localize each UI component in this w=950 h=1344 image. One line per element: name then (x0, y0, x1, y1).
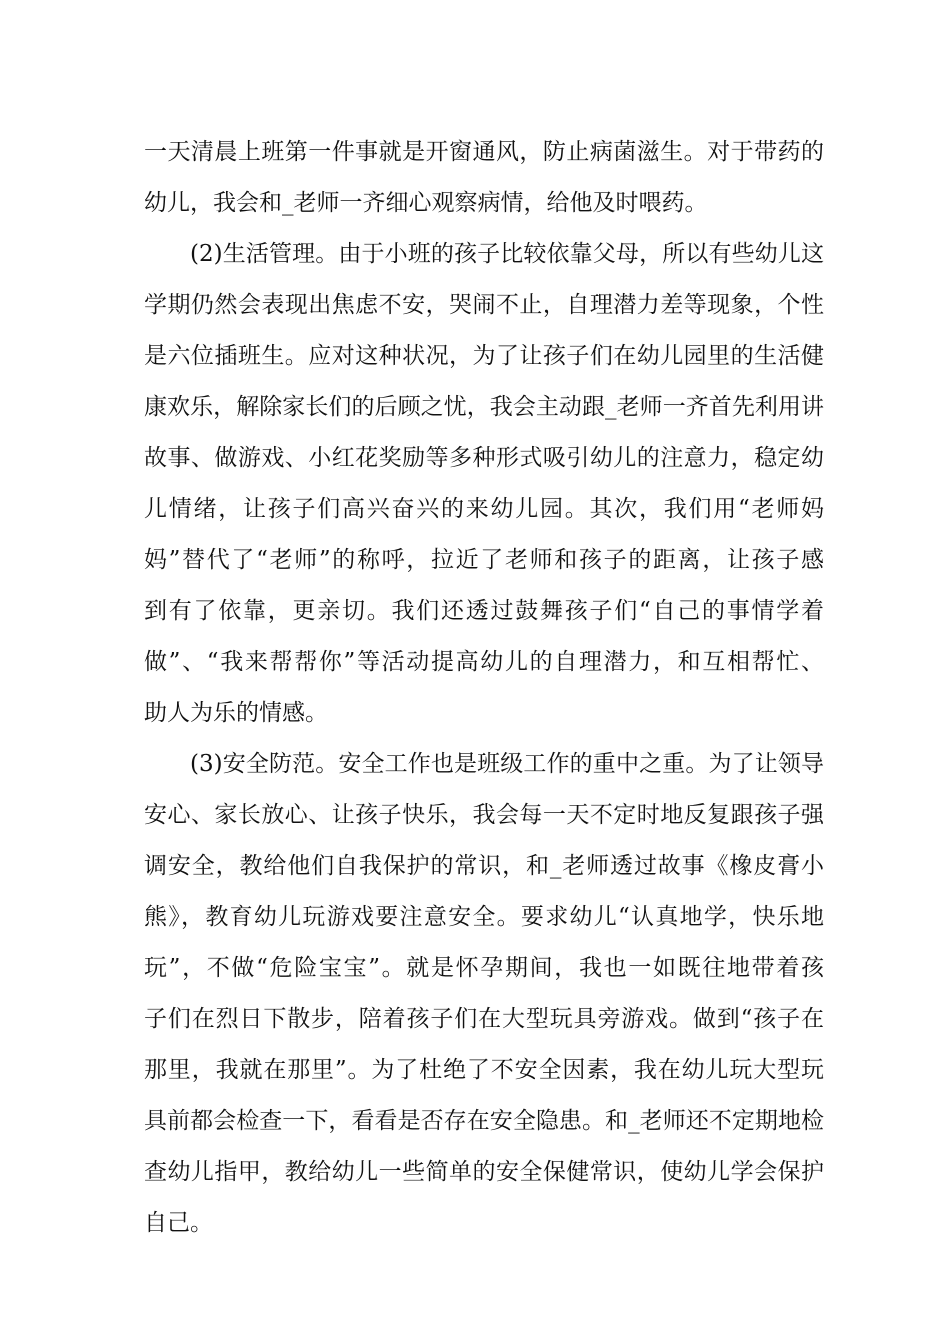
text-line: 一天清晨上班第一件事就是开窗通风，防止病菌滋生。对于带药的 (144, 139, 824, 165)
paragraph-2-first-line: (2)生活管理。由于小班的孩子比较依靠父母，所以有些幼儿这 (190, 241, 824, 267)
text-line: 幼儿，我会和_老师一齐细心观察病情，给他及时喂药。 (144, 190, 708, 216)
text-line: 安心、家长放心、让孩子快乐，我会每一天不定时地反复跟孩子强 (144, 802, 824, 828)
text-line: 那里，我就在那里”。为了杜绝了不安全因素，我在幼儿玩大型玩 (144, 1057, 824, 1083)
paragraph-3-first-line: (3)安全防范。安全工作也是班级工作的重中之重。为了让领导 (190, 751, 824, 777)
text-line: 具前都会检查一下，看看是否存在安全隐患。和_老师还不定期地检 (144, 1108, 824, 1134)
text-line: 故事、做游戏、小红花奖励等多种形式吸引幼儿的注意力，稳定幼 (144, 445, 824, 471)
text-line: 是六位插班生。应对这种状况，为了让孩子们在幼儿园里的生活健 (144, 343, 824, 369)
text-line: 调安全，教给他们自我保护的常识，和_老师透过故事《橡皮膏小 (144, 853, 824, 879)
text-line: 玩”，不做“危险宝宝”。就是怀孕期间，我也一如既往地带着孩 (144, 955, 824, 981)
text-line: 做”、“我来帮帮你”等活动提高幼儿的自理潜力，和互相帮忙、 (144, 649, 824, 675)
text-line: 学期仍然会表现出焦虑不安，哭闹不止，自理潜力差等现象，个性 (144, 292, 824, 318)
text-line: 子们在烈日下散步，陪着孩子们在大型玩具旁游戏。做到“孩子在 (144, 1006, 824, 1032)
text-line: 助人为乐的情感。 (144, 700, 328, 726)
text-line: 儿情绪，让孩子们高兴奋兴的来幼儿园。其次，我们用“老师妈 (144, 496, 824, 522)
text-line: 自己。 (144, 1210, 213, 1236)
text-line: 康欢乐，解除家长们的后顾之忧，我会主动跟_老师一齐首先利用讲 (144, 394, 824, 420)
text-line: 熊》，教育幼儿玩游戏要注意安全。要求幼儿“认真地学，快乐地 (144, 904, 824, 930)
text-line: 查幼儿指甲，教给幼儿一些简单的安全保健常识，使幼儿学会保护 (144, 1159, 824, 1185)
text-line: 到有了依靠，更亲切。我们还透过鼓舞孩子们“自己的事情学着 (144, 598, 824, 624)
text-line: 妈”替代了“老师”的称呼，拉近了老师和孩子的距离，让孩子感 (144, 547, 824, 573)
